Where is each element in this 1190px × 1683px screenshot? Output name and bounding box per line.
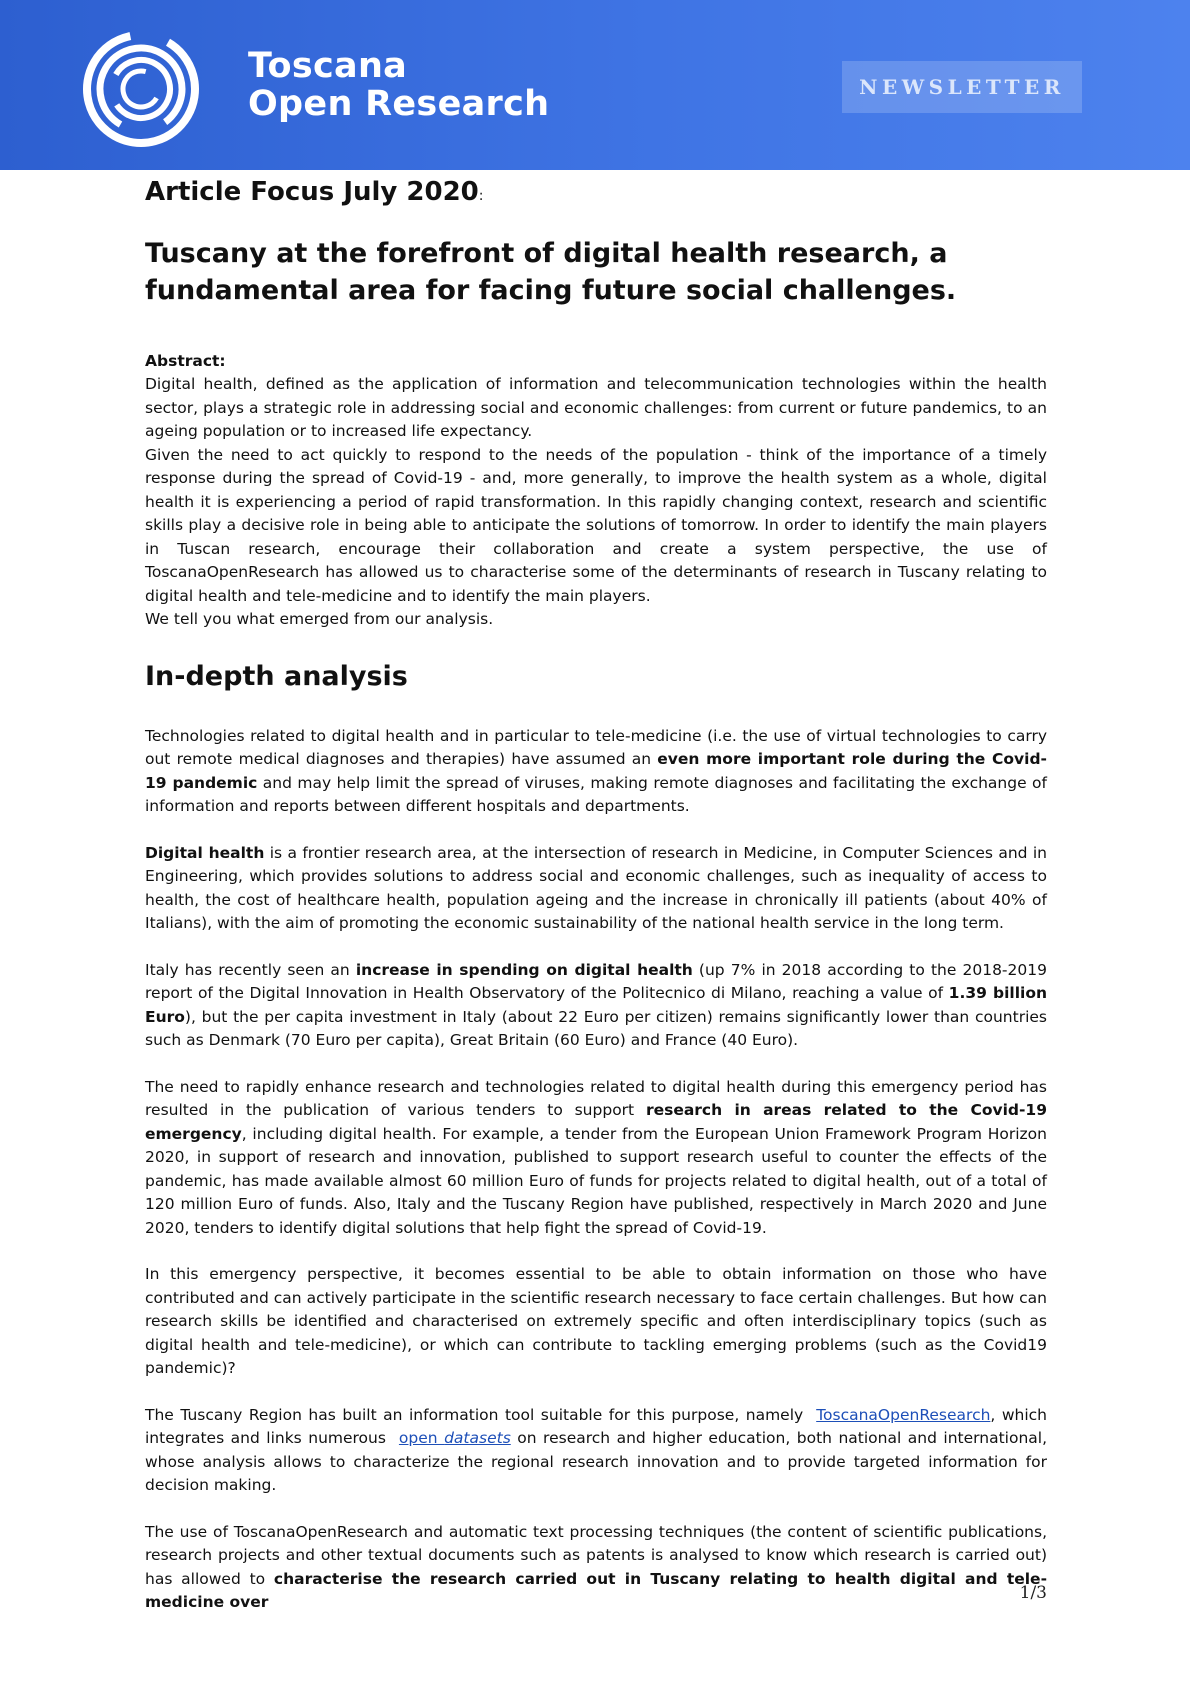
article-main-title: Tuscany at the forefront of digital health research, a fundamental area for facing future social challenges. (145, 238, 957, 306)
article-content (145, 172, 1052, 1615)
page-number: 1/3 (1019, 1583, 1047, 1603)
open-datasets-link[interactable] (399, 1429, 511, 1447)
link-text: open (398, 1429, 445, 1447)
paragraph-spending (145, 959, 1047, 1053)
brand-name-line1: Toscana (248, 46, 408, 86)
text-run: The need to rapidly enhance research and technologies related to digital health during this emergency period has resulted in the publication of various tenders to support (145, 1077, 1047, 1119)
article-focus-title (145, 172, 1047, 216)
abstract-paragraph: We tell you what emerged from our analysis. (145, 610, 494, 628)
bold-text-run: characterise the research carried out in Tuscany relating to health digital and tele-medicine over (145, 1569, 1047, 1611)
abstract-paragraph: Digital health, defined as the application of information and telecommunication technologies within the health sector, plays a strategic role in addressing social and economic challenges: from current or future pandemics, to an ageing population or to increased life expectancy. (145, 375, 1047, 440)
paragraph-information-tool (145, 1404, 1052, 1498)
paragraph-digital-health (145, 842, 1047, 936)
focus-title-text: Article Focus July 2020 (145, 177, 479, 207)
bold-text-run: research in areas related to the Covid-19 emergency (145, 1101, 1047, 1143)
abstract-paragraph: Given the need to act quickly to respond to the needs of the population - think of the importance of a timely response during the spread of Covid-19 - and, more generally, to improve the health system as a whole, digital health it is experiencing a period of rapid transformation. In this rapidly changing context, research and scientific skills play a decisive role in being able to anticipate the solutions of tomorrow. In order to identify the main players in Tuscan research, encourage their collaboration and create a system perspective, the use of ToscanaOpenResearch has allowed us to characterise some of the determinants of research in Tuscany relating to digital health and tele-medicine and to identify the main players. (145, 445, 1047, 605)
text-run: Technologies related to digital health and in particular to tele-medicine (i.e. the use of virtual technologies to carry out remote medical diagnoses and therapies) have assumed an (145, 726, 1047, 768)
section-heading-in-depth: In-depth analysis (145, 660, 408, 692)
focus-title-colon: : (478, 188, 484, 204)
toscanaopenresearch-link[interactable]: ToscanaOpenResearch (816, 1405, 991, 1424)
newsletter-banner (0, 0, 1190, 170)
text-run: on research and higher education, both national and international, whose analysis allows to characterize the regional research innovation and to provide targeted information for decision making. (145, 1429, 1048, 1494)
link-text-italic: datasets (444, 1429, 511, 1447)
text-run: and may help limit the spread of viruses, making remote diagnoses and facilitating the exchange of information and reports between different hospitals and departments. (145, 773, 1047, 815)
text-run: (up 7% in 2018 according to the 2018-2019 report of the Digital Innovation in Health Observatory of the Politecnico di Milano, reaching a value of (145, 960, 1047, 1002)
text-run: is a frontier research area, at the intersection of research in Medicine, in Computer Sciences and in Engineering, which provides solutions to address social and economic challenges, such as inequality of access to health, the cost of healthcare health, population ageing and the increase in chronically ill patients (about 40% of Italians), with the aim of promoting the economic sustainability of the national health service in the long term. (145, 843, 1047, 932)
paragraph-emergency-perspective: In this emergency perspective, it becomes essential to be able to obtain information on those who have contributed and can actively participate in the scientific research necessary to face certain challenges. But how can research skills be identified and characterised on extremely specific and often interdisciplinary topics (such as digital health and tele-medicine), or which can contribute to tackling emerging problems (such as the Covid19 pandemic)? (145, 1265, 1047, 1377)
newsletter-badge: NEWSLETTER (842, 61, 1082, 113)
text-run: The use of ToscanaOpenResearch and automatic text processing techniques (the content of scientific publications, research projects and other textual documents such as patents is analysed to know which research is carried out) has allowed to (145, 1522, 1047, 1588)
text-run: ), but the per capita investment in Italy (about 22 Euro per citizen) remains significantly lower than countries such as Denmark (70 Euro per capita), Great Britain (60 Euro) and France (40 Euro). (145, 1007, 1047, 1049)
brand-name-line2: Open Research (248, 84, 550, 124)
paragraph-telemedicine (145, 725, 1047, 819)
bold-text-run: increase in spending on digital health (355, 960, 693, 979)
text-run: The Tuscany Region has built an information tool suitable for this purpose, namely (145, 1405, 817, 1424)
bold-text-run: Digital health (145, 843, 265, 862)
concentric-rings-logo-icon (80, 28, 202, 150)
text-run: , which integrates and links numerous (145, 1405, 1052, 1447)
paragraph-tenders (145, 1076, 1047, 1241)
text-run: , including digital health. For example, a tender from the European Union Framework Program Horizon 2020, in support of research and innovation, published to support research useful to counter the effects of the pandemic, has made available almost 60 million Euro of funds for projects related to digital health, out of a total of 120 million Euro of funds. Also, Italy and the Tuscany Region have published, respectively in March 2020 and June 2020, tenders to identify digital solutions that help fight the spread of Covid-19. (145, 1124, 1047, 1237)
abstract-label: Abstract: (145, 352, 226, 370)
bold-text-run: 1.39 billion Euro (145, 984, 1047, 1026)
bold-text-run: even more important role during the Covid-19 pandemic (145, 750, 1047, 792)
text-run: Italy has recently seen an (145, 960, 356, 979)
paragraph-text-processing (145, 1521, 1047, 1615)
